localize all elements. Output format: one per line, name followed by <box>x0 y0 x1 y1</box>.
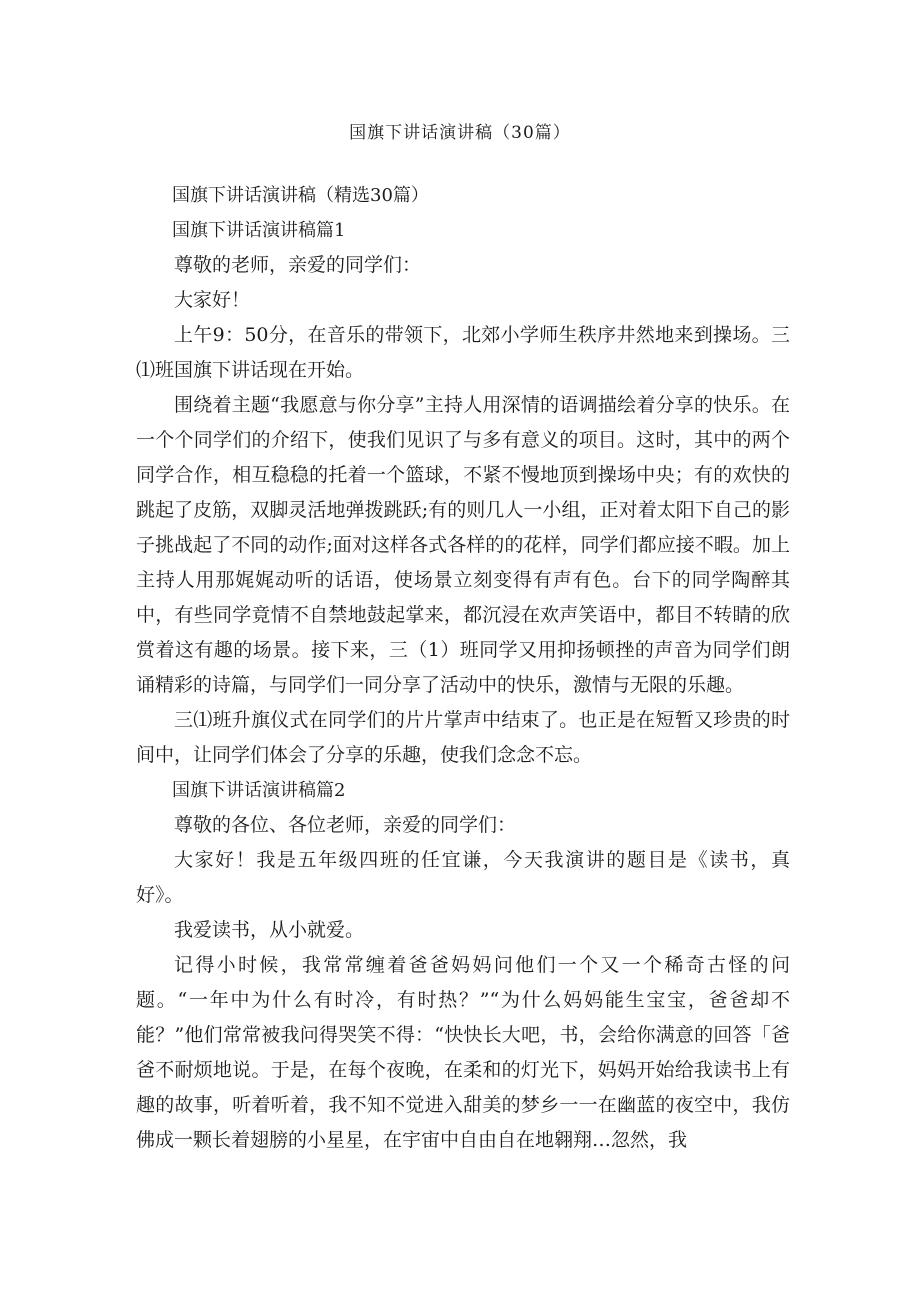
paragraph-body: 上午9：50分，在音乐的带领下，北郊小学师生秩序井然地来到操场。三⑴班国旗下讲话现在开始。 <box>136 324 790 381</box>
paragraph-body: 记得小时候，我常常缠着爸爸妈妈问他们一个又一个稀奇古怪的问题。“一年中为什么有时冷，有时热？”“为什么妈妈能生宝宝，爸爸却不能？”他们常常被我问得哭笑不得：“快快长大吧，书，会给你满意的回答「爸爸不耐烦地说。于是，在每个夜晚，在柔和的灯光下，妈妈开始给我读书上有趣的故事，听着听着，我不知不觉进入甜美的梦乡一一在幽蓝的夜空中，我仿佛成一颗长着翅膀的小星星，在宇宙中自由自在地翱翔…忽然，我 <box>136 954 790 1151</box>
paragraph-heading-1: 国旗下讲话演讲稿篇1 <box>172 220 346 241</box>
paragraph-greeting-2: 尊敬的各位、各位老师，亲爱的同学们： <box>174 814 517 836</box>
paragraph-hello-2: 大家好！我是五年级四班的任宜谦，今天我演讲的题目是《读书，真好》。 <box>136 849 790 906</box>
paragraph-heading-2: 国旗下讲话演讲稿篇2 <box>172 780 346 801</box>
paragraph-greeting-1: 尊敬的老师，亲爱的同学们： <box>174 254 422 276</box>
paragraph-body: 围绕着主题“我愿意与你分享”主持人用深情的语调描绘着分享的快乐。在一个个同学们的介绍下，使我们见识了与多有意义的项目。这时，其中的两个同学合作，相互稳稳的托着一个篮球，不紧不慢地顶到操场中央；有的欢快的跳起了皮筋，双脚灵活地弹拨跳跃;有的则几人一小组，正对着太阳下自己的影子挑战起了不同的动作;面对这样各式各样的的花样，同学们都应接不暇。加上主持人用那娓娓动听的话语，使场景立刻变得有声有色。台下的同学陶醉其中，有些同学竟情不自禁地鼓起掌来，都沉浸在欢声笑语中，都目不转睛的欣赏着这有趣的场景。接下来，三（1）班同学又用抑扬顿挫的声音为同学们朗诵精彩的诗篇，与同学们一同分享了活动中的快乐，激情与无限的乐趣。 <box>136 394 790 696</box>
document-title: 国旗下讲话演讲稿（30篇） <box>349 123 571 143</box>
paragraph-body: 三⑴班升旗仪式在同学们的片片掌声中结束了。也正是在短暂又珍贵的时间中，让同学们体会了分享的乐趣，使我们念念不忘。 <box>136 709 790 766</box>
document-body <box>136 178 790 1158</box>
paragraph-subtitle: 国旗下讲话演讲稿（精选30篇） <box>172 185 429 206</box>
paragraph-body: 我爱读书，从小就爱。 <box>174 919 365 941</box>
paragraph-hello-1: 大家好！ <box>174 289 251 311</box>
